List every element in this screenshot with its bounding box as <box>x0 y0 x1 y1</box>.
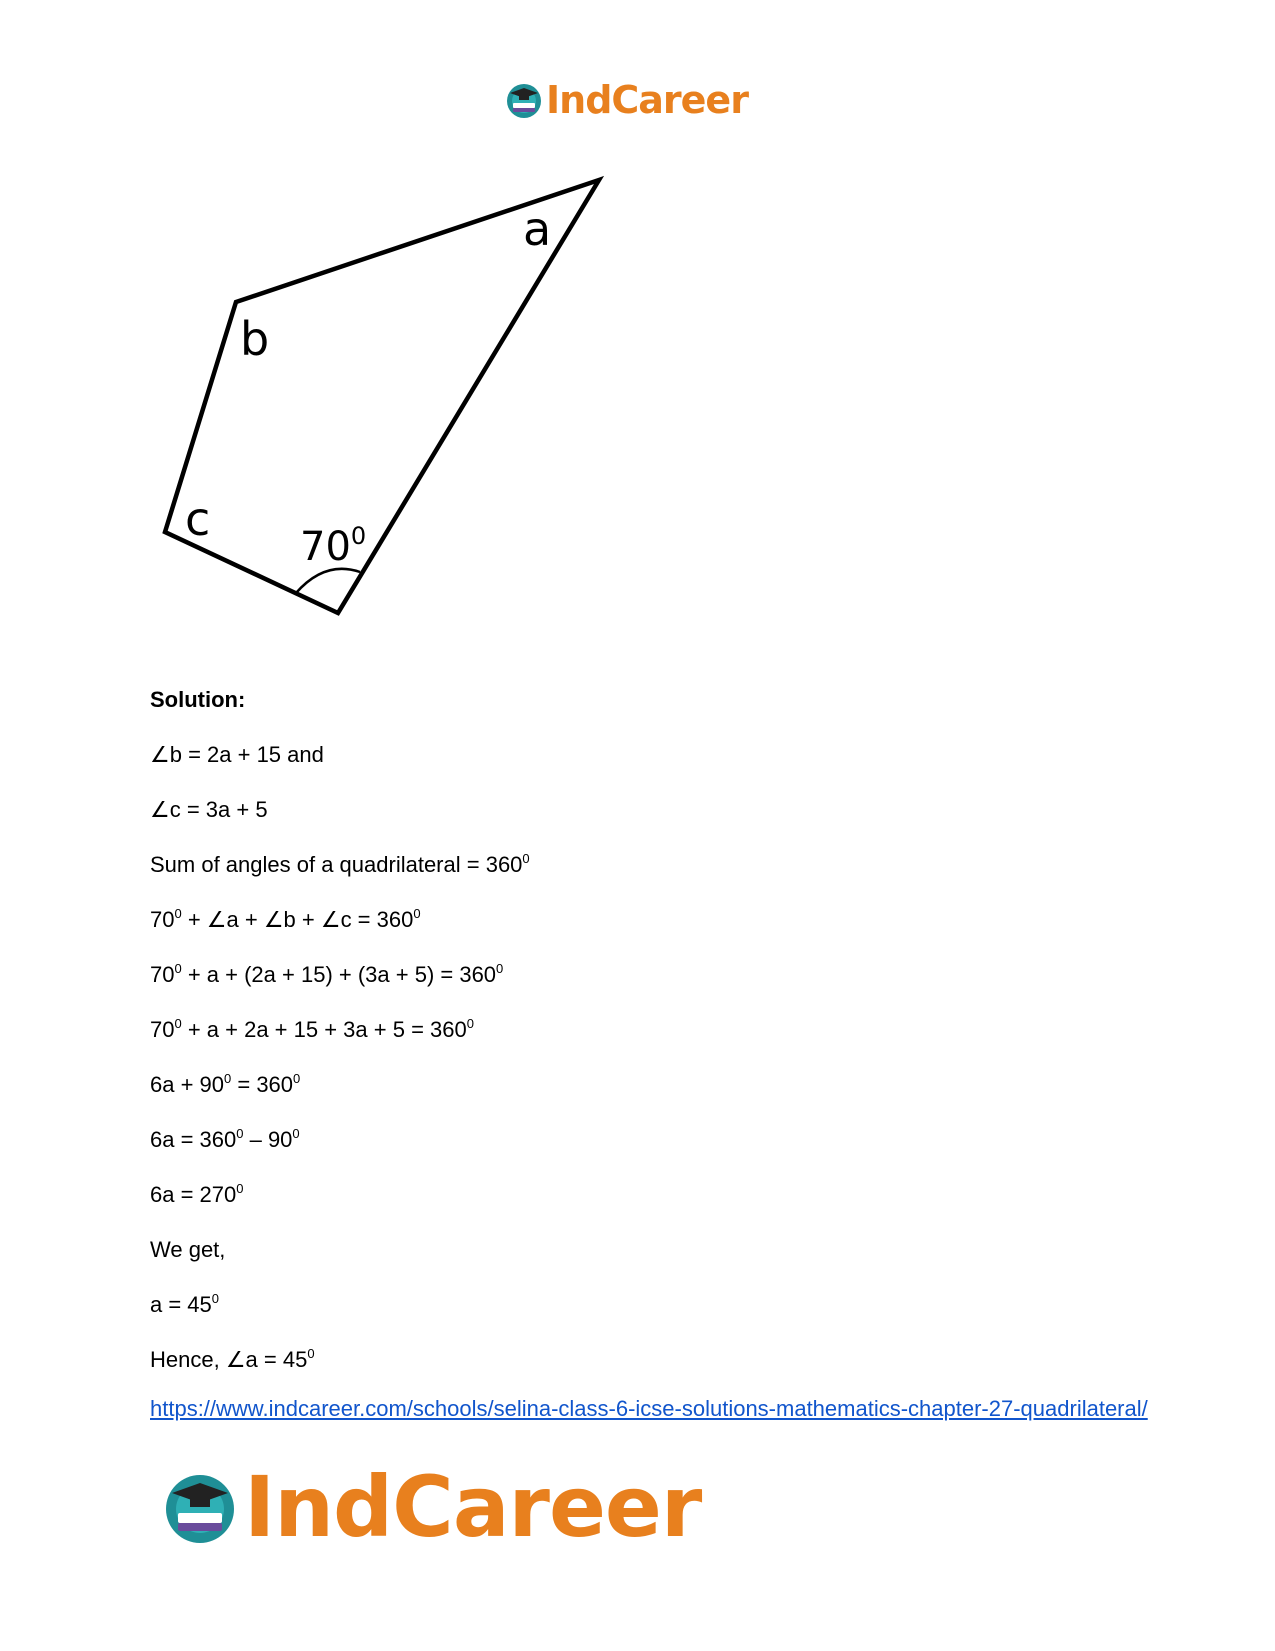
angle-label: $70^0$ <box>300 522 367 570</box>
brand-wordmark: IndCareer <box>546 78 748 122</box>
solution-line: Hence, ∠a = $45^0$ <box>150 1346 315 1372</box>
footer-logo <box>160 1458 702 1556</box>
solution-line: $70^0 + a + 2a + 15 + 3a + 5 = 360^0$ <box>150 1016 474 1042</box>
header-logo <box>504 80 748 120</box>
graduation-books-icon <box>160 1467 240 1547</box>
solution-line: $70^0$ + ∠a + ∠b + ∠c = $360^0$ <box>150 906 421 932</box>
solution-line: ∠c = 3a + 5 <box>150 797 268 822</box>
solution-heading: Solution: <box>150 687 246 712</box>
solution-line: ∠b = 2a + 15 and <box>150 742 324 767</box>
solution-line: $6a + 90^0 = 360^0$ <box>150 1071 301 1097</box>
brand-wordmark: IndCareer <box>244 1458 702 1556</box>
source-link[interactable]: https://www.indcareer.com/schools/selina-class-6-icse-solutions-mathematics-chapter-27-quadrilateral/ <box>150 1396 1148 1421</box>
vertex-label-a: a <box>523 202 552 256</box>
solution-line: $70^0 + a + (2a + 15) + (3a + 5) = 360^0$ <box>150 961 504 987</box>
solution-line: Sum of angles of a quadrilateral = $360^0$ <box>150 851 530 877</box>
solution-line: $6a = 360^0 - 90^0$ <box>150 1126 300 1152</box>
solution-line: We get, <box>150 1237 226 1262</box>
graduation-books-icon <box>504 80 544 120</box>
solution-line: $6a = 270^0$ <box>150 1181 244 1207</box>
quadrilateral-figure <box>150 175 630 635</box>
solution-line: $a = 45^0$ <box>150 1291 220 1317</box>
vertex-label-b: b <box>240 312 270 366</box>
vertex-label-c: c <box>185 492 211 546</box>
